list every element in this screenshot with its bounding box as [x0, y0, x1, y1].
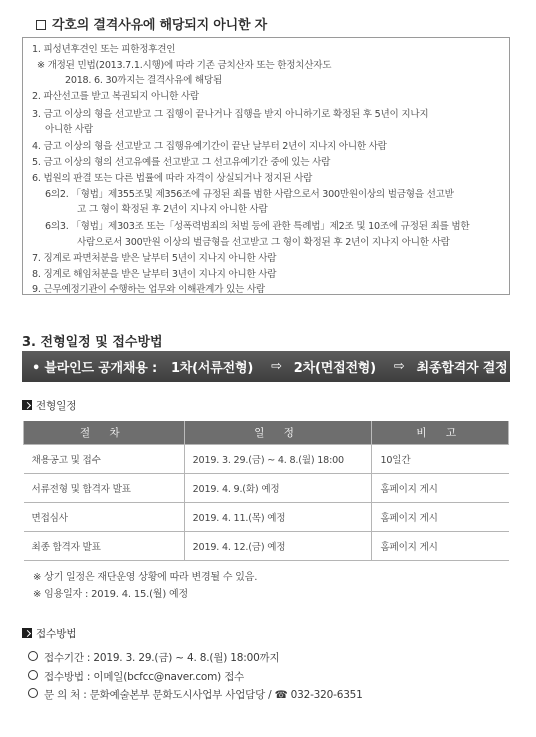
table-cell: 면접심사 [24, 503, 185, 532]
checked-box-icon [22, 400, 32, 410]
apply-method: 접수방법 : 이메일(bcfcc@naver.com) 접수 [28, 669, 244, 684]
list-item: 6의2. 「형법」제355조및 제356조에 규정된 죄를 범한 사람으로서 300만원이상의 벌금형을 선고받 [45, 189, 454, 200]
table-cell: 최종 합격자 발표 [24, 532, 185, 561]
schedule-subheading: 전형일정 [22, 398, 77, 413]
list-item: 2018. 6. 30까지는 결격사유에 해당됨 [65, 75, 222, 86]
checked-box-icon [22, 628, 32, 638]
list-item: 3. 금고 이상의 형을 선고받고 그 집행이 끝나거나 집행을 받지 아니하기로 확정된 후 5년이 지나지 [32, 109, 429, 120]
list-item: 1. 피성년후견인 또는 피한정후견인 [32, 44, 176, 55]
list-item: 4. 금고 이상의 형을 선고받고 그 집행유예기간이 끝난 날부터 2년이 지나지 아니한 사람 [32, 141, 387, 152]
table-cell: 10일간 [372, 445, 509, 474]
banner-step-1: 1차(서류전형) [170, 361, 254, 376]
table-row [24, 474, 509, 503]
apply-subheading: 접수방법 [22, 626, 77, 641]
schedule-note: ※ 상기 일정은 재단운영 상황에 따라 변경될 수 있음. [33, 572, 258, 583]
list-item: 2. 파산선고를 받고 복권되지 아니한 사람 [32, 91, 199, 102]
table-cell: 홈페이지 게시 [372, 503, 509, 532]
table-cell: 2019. 4. 11.(목) 예정 [184, 503, 372, 532]
process-banner [22, 351, 510, 382]
banner-step-3: 최종합격자 결정 [416, 361, 508, 376]
table-row [24, 532, 509, 561]
apply-period: 접수기간 : 2019. 3. 29.(금) ~ 4. 8.(월) 18:00까지 [28, 650, 279, 665]
banner-step-2: 2차(면접전형) [293, 361, 376, 376]
section-title: 3. 전형일정 및 접수방법 [22, 335, 163, 350]
table-row [24, 445, 509, 474]
table-cell: 2019. 4. 12.(금) 예정 [184, 532, 372, 561]
qualification-heading: 각호의 결격사유에 해당되지 아니한 자 [36, 14, 267, 33]
circle-bullet-icon [28, 651, 38, 661]
list-item: 6. 법원의 판결 또는 다른 법률에 따라 자격이 상실되거나 정지된 사람 [32, 173, 313, 184]
column-header: 일 정 [184, 421, 372, 445]
checkbox-square-icon [36, 20, 46, 30]
list-item: 8. 징계로 해임처분을 받은 날부터 3년이 지나지 아니한 사람 [32, 269, 277, 280]
list-item: 7. 징계로 파면처분을 받은 날부터 5년이 지나지 아니한 사람 [32, 253, 277, 264]
list-item: 5. 금고 이상의 형의 선고유예를 선고받고 그 선고유예기간 중에 있는 사람 [32, 157, 331, 168]
circle-bullet-icon [28, 670, 38, 680]
column-header: 절 차 [24, 421, 185, 445]
list-item: 고 그 형이 확정된 후 2년이 지나지 아니한 사람 [77, 204, 268, 215]
right-arrow-icon: ⇨ [393, 359, 405, 374]
table-row [24, 503, 509, 532]
banner-lead: • 블라인드 공개채용 : [32, 361, 157, 376]
table-cell: 서류전형 및 합격자 발표 [24, 474, 185, 503]
table-cell: 채용공고 및 접수 [24, 445, 185, 474]
circle-bullet-icon [28, 688, 38, 698]
list-item: 사람으로서 300만원 이상의 벌금형을 선고받고 그 형이 확정된 후 2년이 지나지 아니한 사람 [77, 237, 450, 248]
list-item: 아니한 사람 [45, 124, 93, 135]
table-cell: 홈페이지 게시 [372, 532, 509, 561]
list-item: 9. 근무예정기관이 수행하는 업무와 이해관계가 있는 사람 [32, 284, 265, 295]
table-cell: 2019. 4. 9.(화) 예정 [184, 474, 372, 503]
column-header: 비 고 [372, 421, 509, 445]
contact-info: 문 의 처 : 문화예술본부 문화도시사업부 사업담당 / ☎ 032-320-6351 [28, 687, 363, 702]
table-cell: 2019. 3. 29.(금) ~ 4. 8.(월) 18:00 [184, 445, 372, 474]
list-item: 6의3. 「형법」제303조 또는「성폭력범죄의 처벌 등에 관한 특례법」제2조 및 10조에 규정된 죄를 범한 [45, 221, 470, 232]
table-header-row [24, 421, 509, 445]
right-arrow-icon: ⇨ [271, 359, 282, 374]
list-item: ※ 개정된 민법(2013.7.1.시행)에 따라 기존 금치산자 또는 한정치산자도 [37, 60, 332, 71]
schedule-table [23, 421, 509, 561]
appointment-date-note: ※ 임용일자 : 2019. 4. 15.(월) 예정 [33, 589, 188, 600]
table-cell: 홈페이지 게시 [372, 474, 509, 503]
